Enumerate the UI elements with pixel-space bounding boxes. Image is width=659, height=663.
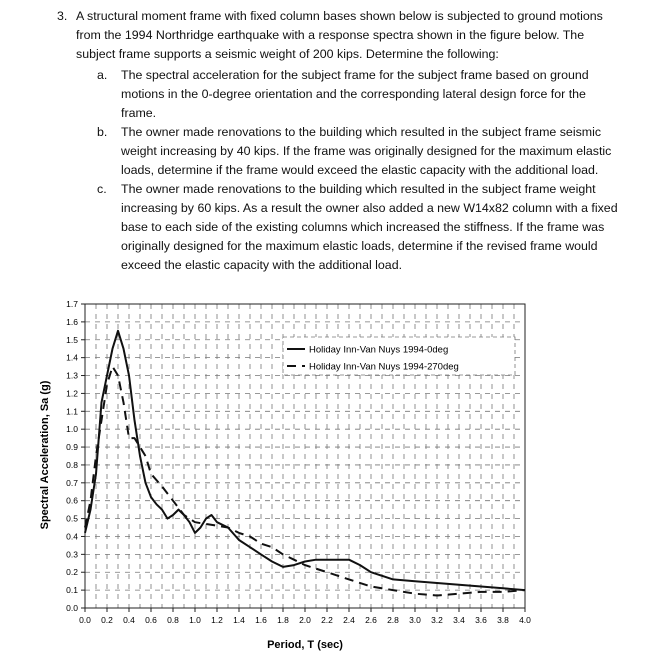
x-tick-label: 1.8 [277, 615, 289, 625]
x-tick-label: 1.2 [211, 615, 223, 625]
y-tick-label: 0.8 [66, 459, 78, 470]
problem-part-b [97, 123, 624, 180]
y-tick-label: 1.4 [66, 352, 78, 363]
legend-entry: Holiday Inn-Van Nuys 1994-0deg [309, 344, 449, 356]
y-tick-label: 1.2 [66, 388, 78, 399]
x-tick-label: 3.8 [497, 615, 509, 625]
y-tick-label: 0.1 [66, 585, 78, 596]
x-tick-label: 3.0 [409, 615, 421, 625]
part-c-letter: c. [97, 182, 107, 196]
y-tick-label: 1.0 [66, 424, 78, 435]
response-spectra-chart [0, 290, 659, 658]
x-tick-label: 2.2 [321, 615, 333, 625]
chart-legend [283, 337, 515, 375]
x-tick-label: 1.4 [233, 615, 245, 625]
x-tick-label: 0.0 [79, 615, 91, 625]
x-tick-label: 0.2 [101, 615, 113, 625]
problem-part-c [97, 180, 624, 275]
y-tick-label: 0.7 [66, 477, 78, 488]
part-a-letter: a. [97, 68, 108, 82]
y-tick-label: 1.6 [66, 316, 78, 327]
x-tick-label: 2.4 [343, 615, 355, 625]
problem-part-a [97, 66, 624, 123]
problem-number: 3. [57, 9, 68, 23]
chart-svg [0, 290, 659, 658]
x-tick-label: 2.6 [365, 615, 377, 625]
part-c-text: The owner made renovations to the building which resulted in the subject frame weight increasing by 60 kips. As a result the owner also added a new W14x82 column with a fixed base to each side of the existing columns which increased the stiffness. If the frame was originally designed for the maximum elastic loads, determine if the revised frame would exceed the elastic capacity with the additional load. [121, 182, 618, 272]
y-tick-label: 1.5 [66, 334, 78, 345]
y-axis-label: Spectral Acceleration, Sa (g) [39, 380, 51, 530]
x-tick-label: 3.2 [431, 615, 443, 625]
y-tick-label: 1.1 [66, 406, 78, 417]
x-tick-label: 2.0 [299, 615, 311, 625]
x-tick-label: 0.6 [145, 615, 157, 625]
x-tick-label: 3.4 [453, 615, 465, 625]
y-tick-label: 1.3 [66, 370, 78, 381]
part-b-letter: b. [97, 125, 108, 139]
y-tick-label: 0.5 [66, 513, 78, 524]
y-tick-label: 0.3 [66, 549, 78, 560]
y-tick-label: 1.7 [66, 299, 78, 309]
x-tick-label: 2.8 [387, 615, 399, 625]
x-tick-label: 4.0 [519, 615, 531, 625]
part-a-text: The spectral acceleration for the subject frame for the subject frame based on ground motions in the 0-degree orientation and the corresponding lateral design force for the frame. [121, 68, 589, 120]
y-tick-label: 0.2 [66, 567, 78, 578]
part-b-text: The owner made renovations to the building which resulted in the subject frame seismic weight increasing by 40 kips. If the frame was originally designed for the maximum elastic loads, determine if the frame would exceed the elastic capacity with the additional load. [121, 125, 612, 177]
problem-stem: A structural moment frame with fixed column bases shown below is subjected to ground motions from the 1994 Northridge earthquake with a response spectra shown in the figure below. The subject frame supports a seismic weight of 200 kips. Determine the following: [76, 9, 603, 61]
x-tick-label: 3.6 [475, 615, 487, 625]
x-tick-label: 0.4 [123, 615, 135, 625]
x-tick-label: 0.8 [167, 615, 179, 625]
x-tick-label: 1.6 [255, 615, 267, 625]
y-tick-label: 0.4 [66, 531, 78, 542]
y-tick-label: 0.9 [66, 442, 78, 453]
y-tick-label: 0.6 [66, 495, 78, 506]
y-tick-label: 0.0 [66, 603, 78, 613]
x-axis-label: Period, T (sec) [267, 639, 343, 651]
legend-entry: Holiday Inn-Van Nuys 1994-270deg [309, 361, 459, 373]
x-tick-label: 1.0 [189, 615, 201, 625]
